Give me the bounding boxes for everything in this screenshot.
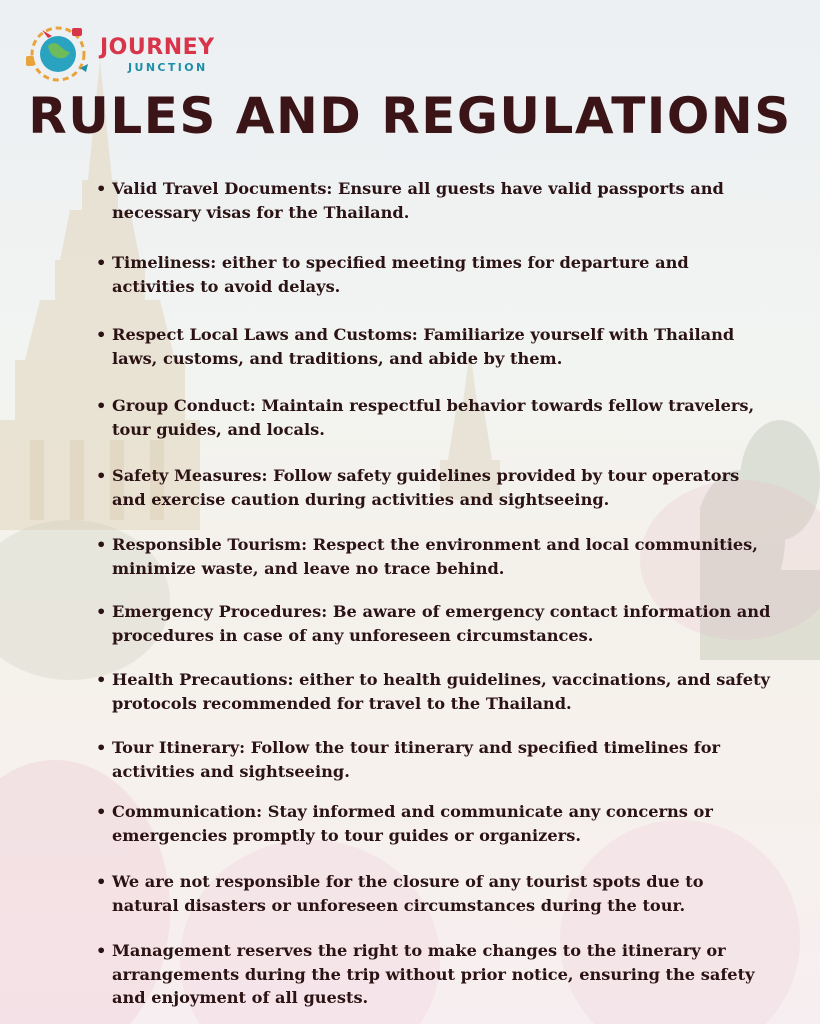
bullet-icon: • — [96, 396, 107, 415]
list-item — [94, 939, 772, 1010]
rule-text: Respect Local Laws and Customs: Familiarize yourself with Thailand laws, customs, and traditions, and abide by them. — [112, 325, 735, 368]
list-item — [94, 464, 772, 511]
rule-text: Safety Measures: Follow safety guidelines provided by tour operators and exercise caution during activities and sightseeing. — [112, 466, 740, 509]
bullet-icon: • — [96, 941, 107, 960]
brand-subname: JUNCTION — [128, 61, 208, 74]
brand-name: JOURNEY — [100, 35, 215, 60]
rule-text: Management reserves the right to make changes to the itinerary or arrangements during the trip without prior notice, ensuring the safety and enjoyment of all guests. — [112, 941, 755, 1007]
list-item — [94, 251, 772, 298]
rule-text: Health Precautions: either to health guidelines, vaccinations, and safety protocols recommended for travel to the Thailand. — [112, 670, 770, 713]
list-item — [94, 177, 772, 224]
bullet-icon: • — [96, 602, 107, 621]
rule-text: We are not responsible for the closure of any tourist spots due to natural disasters or unforeseen circumstances during the tour. — [112, 872, 704, 915]
rule-text: Timeliness: either to specified meeting times for departure and activities to avoid delays. — [112, 253, 689, 296]
bullet-icon: • — [96, 253, 107, 272]
rule-text: Valid Travel Documents: Ensure all guests have valid passports and necessary visas for the Thailand. — [112, 179, 724, 222]
list-item — [94, 600, 772, 647]
bullet-icon: • — [96, 802, 107, 821]
rule-text: Emergency Procedures: Be aware of emergency contact information and procedures in case of any unforeseen circumstances. — [112, 602, 771, 645]
rule-text: Group Conduct: Maintain respectful behavior towards fellow travelers, tour guides, and locals. — [112, 396, 755, 439]
bullet-icon: • — [96, 535, 107, 554]
bullet-icon: • — [96, 670, 107, 689]
bullet-icon: • — [96, 179, 107, 198]
list-item — [94, 800, 772, 847]
page-title: RULES AND REGULATIONS — [28, 87, 792, 145]
bullet-icon: • — [96, 466, 107, 485]
rule-text: Tour Itinerary: Follow the tour itinerary and specified timelines for activities and sightseeing. — [112, 738, 721, 781]
rule-text: Communication: Stay informed and communicate any concerns or emergencies promptly to tour guides or organizers. — [112, 802, 713, 845]
rule-text: Responsible Tourism: Respect the environment and local communities, minimize waste, and leave no trace behind. — [112, 535, 758, 578]
globe-travel-icon — [20, 16, 98, 88]
list-item — [94, 394, 772, 441]
bullet-icon: • — [96, 872, 107, 891]
bullet-icon: • — [96, 325, 107, 344]
brand-logo — [20, 16, 220, 86]
list-item — [94, 668, 772, 715]
list-item — [94, 533, 772, 580]
list-item — [94, 736, 772, 783]
list-item — [94, 870, 772, 917]
bullet-icon: • — [96, 738, 107, 757]
list-item — [94, 323, 772, 370]
